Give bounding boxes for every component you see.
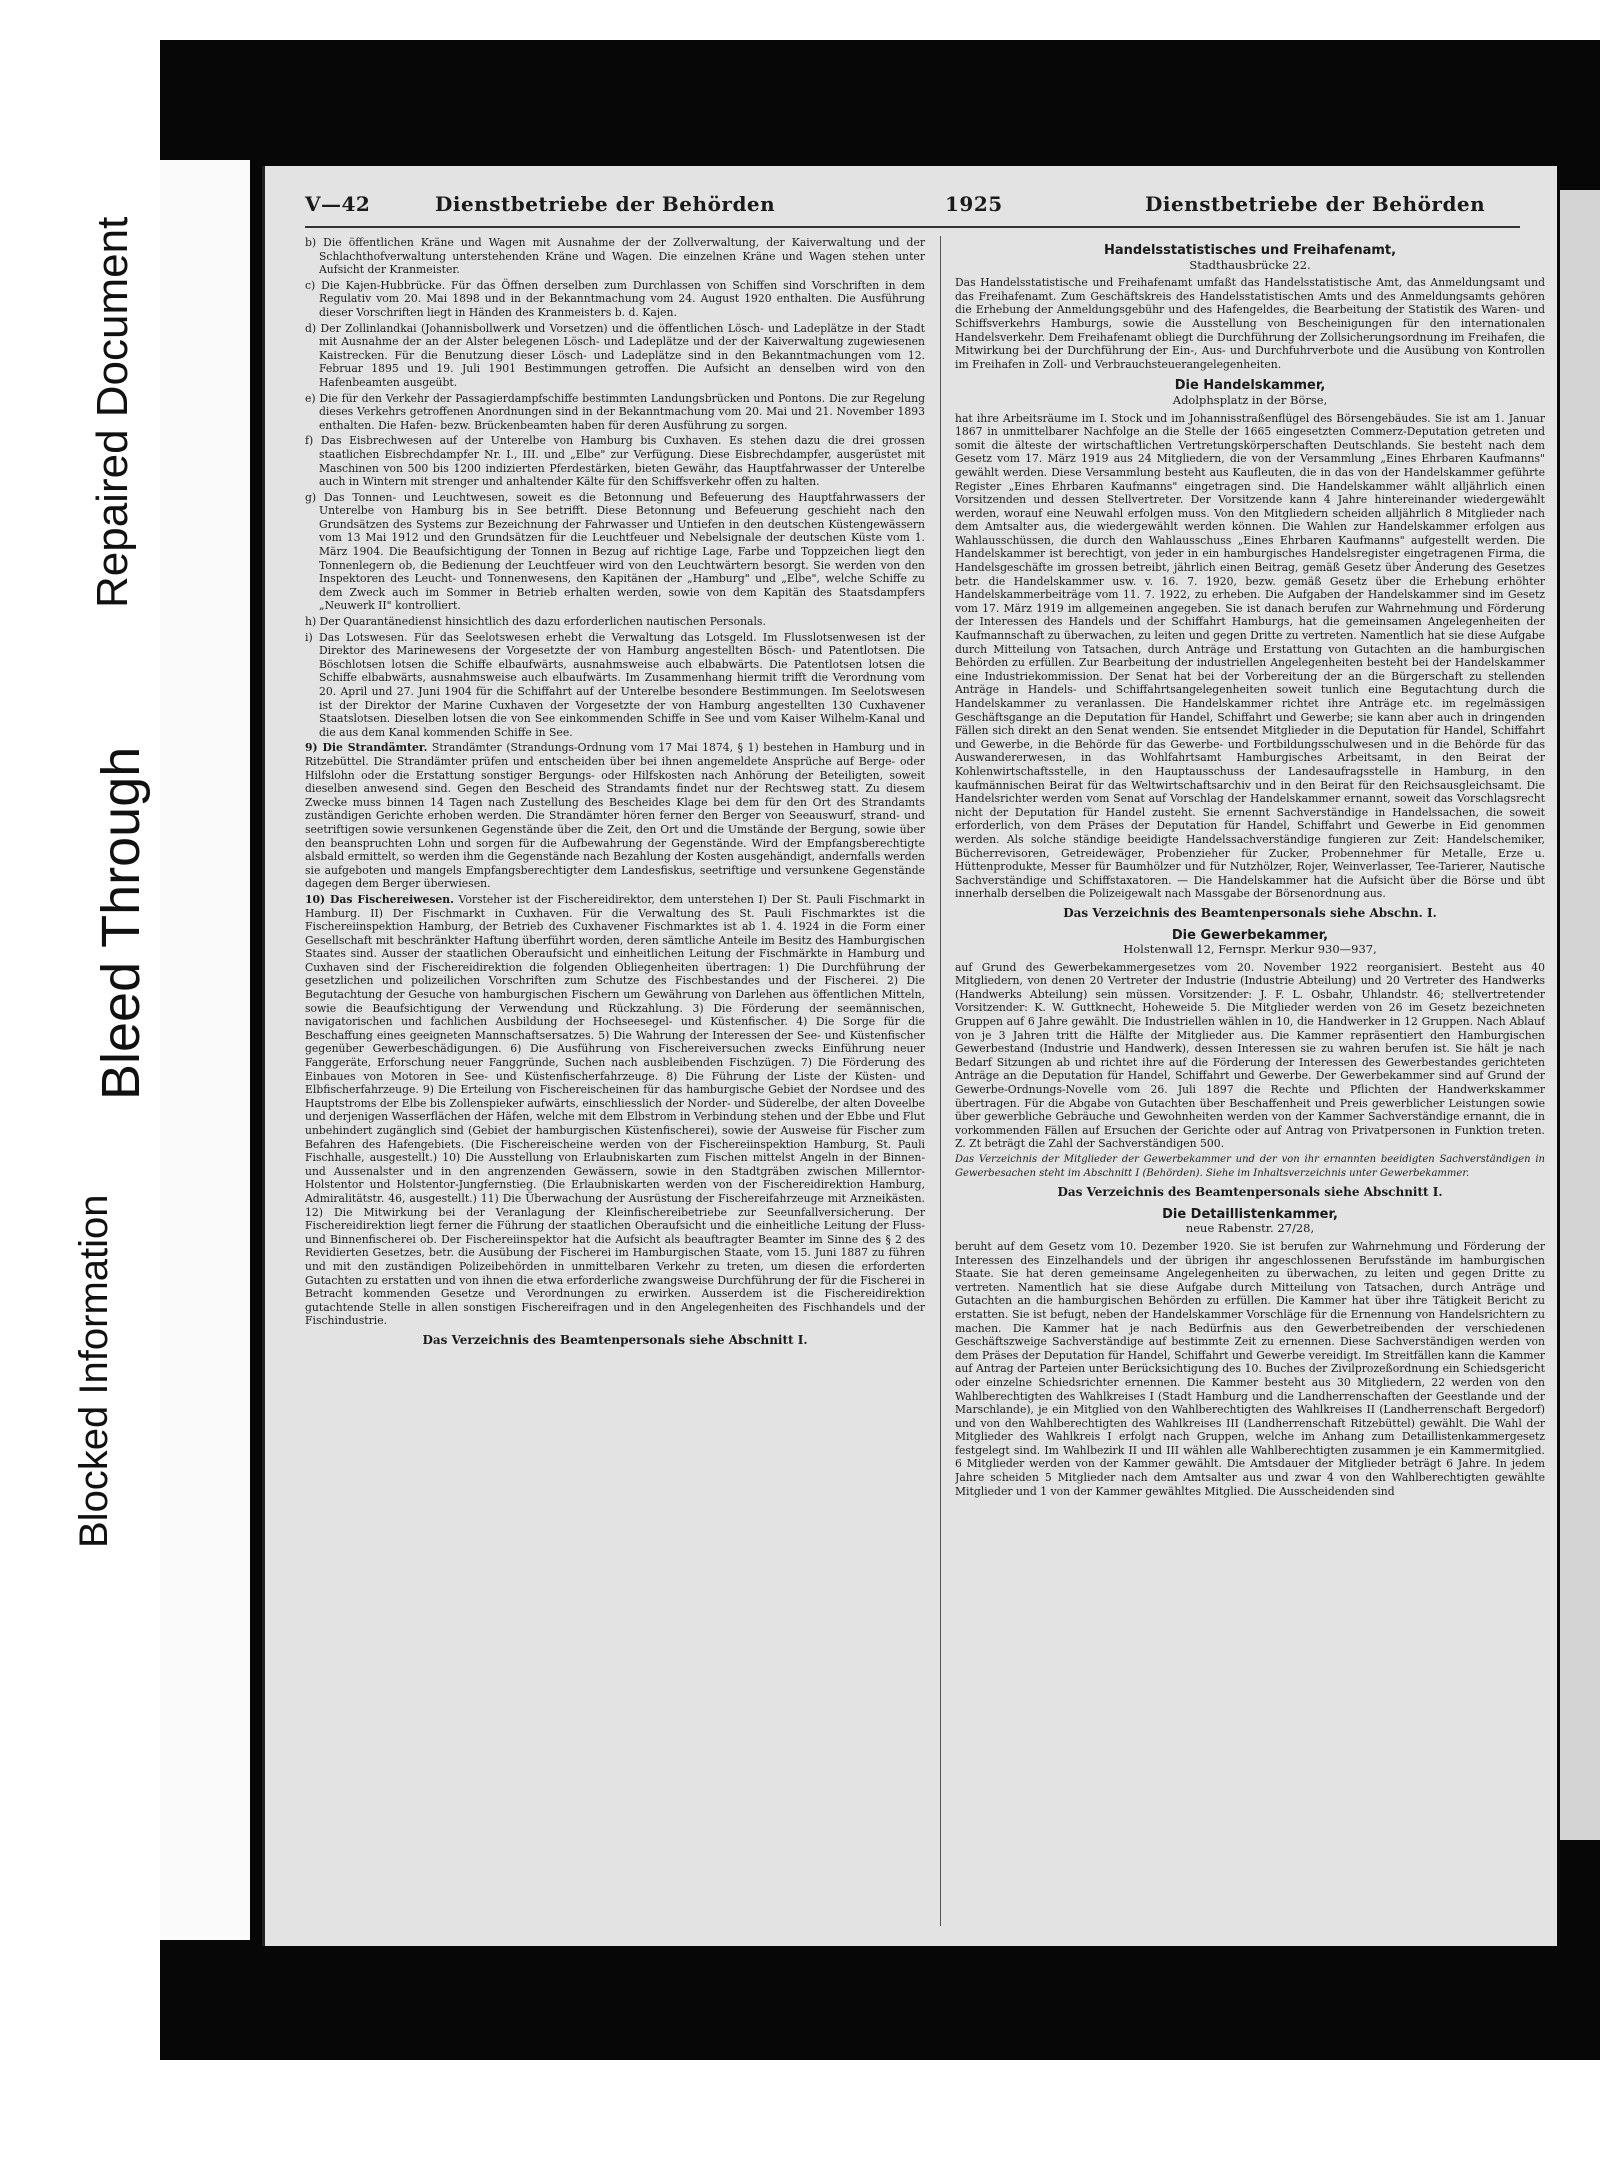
list-item: c) Die Kajen-Hubbrücke. Für das Öffnen derselben zum Durchlassen von Schiffen sind Vorschriften in dem Regulativ vom 20. Mai 1898 und in der Bekanntmachung vom 24. August 1920 enthalten. Die Ausführung dieser Vorschriften liegt in Händen des Kranmeisters b. d. Kajen. [305,278,925,319]
left-column [305,236,925,1916]
list-item: e) Die für den Verkehr der Passagierdampfschiffe bestimmten Landungsbrücken und Pontons. Die zur Regelung dieses Verkehrs getroffenen Anordnungen sind in der Bekanntmachung vom 20. Mai und 21. November 1893 enthalten. Die Hafen- bezw. Brückenbeamten haben für deren Ausführung zu sorgen. [305,391,925,432]
left-footer-reference: Das Verzeichnis des Beamtenpersonals siehe Abschnitt I. [422,1332,808,1347]
section-reference: Das Verzeichnis des Beamtenpersonals siehe Abschnitt I. [1057,1185,1443,1200]
list-item: d) Der Zollinlandkai (Johannisbollwerk und Vorsetzen) und die öffentlichen Lösch- und Ladeplätze in der Stadt mit Ausnahme der an der Alster belegenen Lösch- und Ladeplätze und der der Kaiverwaltung zugewiesenen Kaistrecken. Für die Benutzung dieser Lösch- und Ladeplätze sind in den Bekanntmachungen vom 12. Februar 1895 und 19. Juli 1901 Bestimmungen getroffen. Die Aufsicht an denselben wird von den Hafenbeamten ausgeübt. [305,321,925,389]
list-item: g) Das Tonnen- und Leuchtwesen, soweit es die Betonnung und Befeuerung des Hauptfahrwassers der Unterelbe von Hamburg bis in See betrifft. Diese Betonnung und Befeuerung geschieht nach den Grundsätzen des Systems zur Bezeichnung der Fahrwasser und Untiefen in den deutschen Küstengewässern vom 13 Mai 1912 und den Grundsätzen für die Leuchtfeuer und Nebelsignale der deutschen Küste vom 1. März 1904. Die Beaufsichtigung der Tonnen in Bezug auf richtige Lage, Farbe und Toppzeichen liegt den Tonnenlegern ob, die Bedienung der Leuchtfeuer wird von den Leuchtwärtern besorgt. Sie werden von den Inspektoren des Leucht- und Tonnenwesens, den Kapitänen der „Hamburg" und „Elbe", welche Schiffe zu dem Zweck auch im Sommer in Betrieb erhalten werden, sowie von dem Kapitän des Staatsdampfers „Neuwerk II" kontrolliert. [305,490,925,613]
list-item: i) Das Lotswesen. Für das Seelotswesen erhebt die Verwaltung das Lotsgeld. Im Flusslotsenwesen ist der Direktor des Marinewesens der Vorgesetzte der von Hamburg angestellten Bösch- und Patentlotsen. Die Böschlotsen lotsen die Schiffe elbaufwärts, ausnahmsweise auch elbabwärts. Die Patentlotsen lotsen die Schiffe elbabwärts, ausnahmsweise auch elbaufwärts. Im Zusammenhang hiermit trifft die Verordnung vom 20. April und 27. Juni 1904 für die Schiffahrt auf der Unterelbe besondere Bestimmungen. Im Seelotswesen ist der Direktor der Marine Cuxhaven der Vorgesetzte der von Hamburg angestellten 130 Cuxhavener Staatslotsen. Dieselben lotsen die von See einkommenden Schiffe in See und vom Kaiser Wilhelm-Kanal und die aus dem Kanal kommenden Schiffe in See. [305,630,925,739]
section-reference: Das Verzeichnis des Beamtenpersonals siehe Abschn. I. [1063,905,1437,920]
section-text: auf Grund des Gewerbekammergesetzes vom 20. November 1922 reorganisiert. Besteht aus 40 Mitgliedern, von denen 20 Vertreter der Industrie (Industrie Abteilung) und 20 Vertreter des Handwerks (Handwerks Abteilung) sein müssen. Vorsitzender: J. F. L. Osbahr, Uhlandstr. 46; stellvertretender Vorsitzender: K. W. Guttknecht, Hoheweide 5. Die Mitglieder werden von 26 im Gesetz bezeichneten Gruppen auf 6 Jahre gewählt. Die Industriellen wählen in 10, die Handwerker in 12 Gruppen. Nach Ablauf von je 3 Jahren tritt die Hälfte der Mitglieder aus. Die Kammer repräsentiert den Hamburgischen Gewerbestand (Industrie und Handwerk), dessen Interessen sie zu wahren berufen ist. Sie hält je nach Bedarf Sitzungen ab und richtet ihre auf die Förderung der Interessen des Gewerbestandes gerichteten Anträge an die Deputation für Handel, Schiffahrt und Gewerbe. Der Gewerbekammer sind auf Grund der Gewerbe-Ordnungs-Novelle vom 26. Juli 1897 die Rechte und Pflichten der Handwerkskammer übertragen. Für die Abgabe von Gutachten über Beschaffenheit und Preis gewerblicher Leistungen sowie über gewerbliche Gebräuche und Gewohnheiten werden von der Kammer Sachverständige ernannt, die in vorkommenden Fällen auf Ersuchen der Gerichte oder auf Antrag von Privatpersonen in Funktion treten. Z. Zt beträgt die Zahl der Sachverständigen 500. [955,960,1545,1151]
section-address: Holstenwall 12, Fernspr. Merkur 930—937, [1123,942,1377,957]
list-item: b) Die öffentlichen Kräne und Wagen mit Ausnahme der der Zollverwaltung, der Kaiverwaltung und der Schlachthofverwaltung unterstehenden Kräne und Wagen. Die einzelnen Kräne und Wagen stehen unter Aufsicht der Kranmeister. [305,236,925,277]
header-left-title: Dienstbetriebe der Behörden [435,192,776,216]
adjacent-page-edge [1560,190,1600,1840]
section-text: hat ihre Arbeitsräume im I. Stock und im Johannisstraßenflügel des Börsengebäudes. Sie ist am 1. Januar 1867 in unmittelbarer Nachfolge an die Stelle der 1665 eingesetzten Commerz-Deputation getreten und somit die älteste der wirtschaftlichen Vertretungskörperschaften Deutschlands. Sie besteht nach dem Gesetz vom 17. März 1919 aus 24 Mitgliedern, die von der Versammlung „Eines Ehrbaren Kaufmanns" gewählt werden. Diese Versammlung besteht aus Kaufleuten, die in das von der Handelskammer geführte Register „Eines Ehrbaren Kaufmanns" eingetragen sind. Die Handelskammer wählt alljährlich einen Vorsitzenden und dessen Stellvertreter. Der Vorsitzende kann 4 Jahre hintereinander wiedergewählt werden, worauf eine Neuwahl erfolgen muss. Von den Mitgliedern scheiden alljährlich 8 Mitglieder nach dem Amtsalter aus, die wiedergewählt werden können. Die Wahlen zur Handelskammer erfolgen aus Wahlausschüssen, die durch den Wahlausschuss „Eines Ehrbaren Kaufmanns" aufgestellt werden. Die Handelskammer ist berechtigt, von jeder in ein hamburgisches Handelsregister eingetragenen Firma, die Handelsgeschäfte im grossen betreibt, jährlich einen Beitrag, gemäß Gesetz über Änderung des Gesetzes betr. die Handelskammer usw. v. 16. 7. 1920, bezw. gemäß Gesetz über die Erhebung erhöhter Handelskammerbeiträge vom 11. 7. 1922, zu erheben. Die Aufgaben der Handelskammer sind im Gesetz vom 17. März 1919 im allgemeinen angegeben. Sie ist danach berufen zur Wahrnehmung und Förderung der Interessen des Handels und der Schiffahrt Hamburgs, hat die gemeinsamen Angelegenheiten der Kaufmannschaft zu überwachen, zu leiten und gegen Dritte zu vertreten. Namentlich hat sie diese Aufgabe durch Mitteilung von Tatsachen, durch Anträge und Erstattung von Gutachten an die hamburgischen Behörden zu erfüllen. Zur Bearbeitung der industriellen Angelegenheiten besteht bei der Handelskammer eine Industriekommission. Der Senat hat bei der Vorbereitung der an die Bürgerschaft zu stellenden Anträge in Handels- und Schiffahrtsangelegenheiten soweit tunlich eine Begutachtung durch die Handelskammer zu veranlassen. Die Handelskammer richtet ihre Anträge etc. im regelmässigen Geschäftsgange an die Deputation für Handel, Schiffahrt und Gewerbe; sie kann aber auch in dringenden Fällen sich direkt an den Senat wenden. Sie entsendet Mitglieder in die Deputation für Handel, Schiffahrt und Gewerbe, in die Behörde für das Gewerbe- und Fortbildungsschulwesen und in die Behörde für das Auswandererwesen, in das Wohlfahrtsamt Hamburgisches Arbeitsamt, in den Beirat der Kohlenwirtschaftsstelle, in den Hauptausschuss der Landesaufragsstelle in Hamburg, in den kaufmännischen Beirat für das Weltwirtschaftsarchiv und in den Beirat für den Reichsausgleichsamt. Die Handelsrichter werden vom Senat auf Vorschlag der Handelskammer ernannt, soweit das Vorschlagsrecht nicht der Deputation für Handel zusteht. Sie ernennt Sachverständige in Handelssachen, die soweit erforderlich, von dem Präses der Deputation für Handel, Schiffahrt und Gewerbe in Eid genommen werden. Als solche ständige beeidigte Handelssachverständige fungieren zur Zeit: Handelschemiker, Bücherrevisoren, Getreidewäger, Probenzieher für Zucker, Probennehmer für Metalle, Erze u. Hüttenprodukte, Messer für Baumhölzer und für Nutzhölzer, Rojer, Weinverlasser, Tee-Tarierer, Nautische Sachverständige und Schiffstaxatoren. — Die Handelskammer hat die Aufsicht über die Börse und übt innerhalb derselben die Polizeigewalt nach Massgabe der Börsenordnung aus. [955,411,1545,901]
section-title-gewerbekammer: Die Gewerbekammer, [1171,927,1329,943]
fischerei-text: Vorsteher ist der Fischereidirektor, dem unterstehen I) Der St. Pauli Fischmarkt in Hamburg. II) Der Fischmarkt in Cuxhaven. Für die Verwaltung des St. Pauli Fischmarktes ist die Fischereiinspektion Hamburg, der Betrieb des Cuxhavener Fischmarktes ist ab 1. 4. 1924 in die Form einer Gesellschaft mit beschränkter Haftung überführt worden, deren sämtliche Anteile im Besitz des Hamburgischen Staates sind. Ausser der staatlichen Oberaufsicht und einheitlichen Leitung der Fischmärkte in Hamburg und Cuxhaven sind der Fischereidirektion die folgenden Obliegenheiten übertragen: 1) Die Durchführung der gesetzlichen und polizeilichen Vorschriften zum Schutze des Fischbestandes und der Fischerei. 2) Die Begutachtung der Gesuche von hamburgischen Fischern um Gewährung von Darlehen aus öffentlichen Mitteln, sowie die Beaufsichtigung der Verwendung und Rückzahlung. 3) Die Förderung der seemännischen, navigatorischen und fachlichen Ausbildung der Hochseesegel- und Küstenfischer. 4) Die Sorge für die Beschaffung eines geeigneten Mannschaftsersatzes. 5) Die Wahrung der Interessen der See- und Küstenfischer gegenüber Gewerbeschädigungen. 6) Die Ausführung von Fischereiversuchen zwecks Einführung neuer Fanggeräte, Erforschung neuer Fanggründe, Suchen nach ausbleibenden Fischzügen. 7) Die Förderung des Einbaues von Motoren in See- und Küstenfischerfahrzeuge. 8) Die Führung der Liste der Küsten- und Elbfischerfahrzeuge. 9) Die Erteilung von Fischereischeinen für das hamburgische Gebiet der Nordsee und des Hauptstroms der Elbe bis Zollenspieker aufwärts, einschliesslich der Norder- und Süderelbe, der alten Doveelbe und derjenigen Wasserflächen der Häfen, welche mit dem Elbstrom in Verbindung stehen und der Ebbe und Flut unbehindert zugänglich sind (Gebiet der hamburgischen Küstenfischerei), sowie der Ausweise für Fischer zum Befahren des Hafengebiets. (Die Fischereischeine werden von der Fischereiinspektion Hamburg, St. Pauli Fischhalle, ausgestellt.) 10) Die Ausstellung von Erlaubniskarten zum Fischen mittelst Angeln in der Binnen- und Aussenalster und in den angrenzenden Gewässern, sowie in den Stadtgräben zwischen Millerntor-Holstentor und Holstentor-Jungfernstieg. (Die Erlaubniskarten werden von der Fischereidirektion Hamburg, Admiralitätstr. 46, ausgestellt.) 11) Die Überwachung der Ausrüstung der Fischereifahrzeuge mit Arzneikästen. 12) Die Mitwirkung bei der Veranlagung der Kleinfischereibetriebe zur Seeunfallversicherung. Der Fischereidirektion liegt ferner die Führung der staatlichen Oberaufsicht und die einheitliche Leitung der Fluss- und Binnenfischerei ob. Der Fischereiinspektor hat die Aufsicht als beauftragter Beamter im Sinne des § 2 des Revidierten Gesetzes, betr. die Ausübung der Fischerei im Hamburgischen Staate, vom 15. Juni 1887 zu führen und mit den zuständigen Polizeibehörden in unmittelbaren Verkehr zu treten, um diesen die erforderten Gutachten zu erstatten und von ihnen die etwa erforderliche zwangsweise Durchführung der für die Fischerei in Betracht kommenden Gesetze und Verordnungen zu erwirken. Ausserdem ist die Fischereidirektion gutachtende Stelle in allen sonstigen Fischereifragen und in den Angelegenheiten des Fischhandels und der Fischindustrie. [305,892,925,1328]
section-title-handelskammer: Die Handelskammer, [1174,378,1326,394]
section-address: Stadthausbrücke 22. [1189,257,1311,272]
page-reference: V—42 [305,192,371,216]
tag-blocked-information: Blocked Information [72,1194,116,1548]
section-address: neue Rabenstr. 27/28, [1185,1221,1315,1236]
section-title-detaillistenkammer: Die Detaillistenkammer, [1162,1206,1338,1222]
strandaemter-paragraph [305,741,925,891]
list-item: f) Das Eisbrechwesen auf der Unterelbe von Hamburg bis Cuxhaven. Es stehen dazu die drei grossen staatlichen Eisbrechdampfer Nr. I., III. und „Elbe" zur Verfügung. Diese Eisbrechdampfer, ausgerüstet mit Maschinen von 500 bis 1200 indizierten Pferdestärken, bieten Gewähr, das Hauptfahrwasser der Unterelbe auch in Wintern mit strenger und anhaltender Kälte für den Schiffsverkehr offen zu halten. [305,434,925,489]
column-divider [940,236,941,1926]
section-note: Das Verzeichnis der Mitglieder der Gewerbekammer und der von ihr ernannten beeidigten Sachverständigen in Gewerbesachen steht im Abschnitt I (Behörden). Siehe im Inhaltsverzeichnis unter Gewerbekammer. [955,1154,1545,1179]
right-column [955,236,1545,1916]
document-page [262,166,1557,1946]
section-address: Adolphsplatz in der Börse, [1172,392,1328,407]
tag-repaired-document: Repaired Document [88,216,137,608]
header-right-title: Dienstbetriebe der Behörden [1145,192,1486,216]
list-item: h) Der Quarantänedienst hinsichtlich des dazu erforderlichen nautischen Personals. [305,615,766,629]
page-header [305,186,1520,228]
tag-bleed-through: Bleed Through [91,746,151,1100]
header-year: 1925 [945,192,1003,216]
strandaemter-heading: 9) Die Strandämter. [305,741,428,755]
fischerei-heading: 10) Das Fischereiwesen. [305,892,454,906]
section-text: beruht auf dem Gesetz vom 10. Dezember 1920. Sie ist berufen zur Wahrnehmung und Förderung der Interessen des Einzelhandels und der übrigen ihr angeschlossenen Berufsstände im hamburgischen Staate. Sie hat deren gemeinsame Angelegenheiten zu überwachen, zu leiten und gegen Dritte zu vertreten. Namentlich hat sie diese Aufgabe durch Mitteilung von Tatsachen, durch Anträge und Gutachten an die hamburgischen Behörden zu erfüllen. Die Kammer hat über ihre Tätigkeit Bericht zu erstatten. Sie ist befugt, neben der Handelskammer Vorschläge für die Ernennung von Handelsrichtern zu machen. Die Kammer hat je nach Bedürfnis aus den Gewerbetreibenden der verschiedenen Geschäftszweige Sachverständige auf bestimmte Zeit zu ernennen. Diese Sachverständigen werden von dem Präses der Deputation für Handel, Schiffahrt und Gewerbe vereidigt. Im Streitfällen kann die Kammer auf Antrag der Parteien unter Berücksichtigung des 10. Buches der Zivilprozeßordnung ein Schiedsgericht oder einzelne Schiedsrichter ernennen. Die Kammer besteht aus 30 Mitgliedern, 22 werden von den Wahlberechtigten des Wahlkreises I (Stadt Hamburg und die Landherrenschaften der Geestlande und der Marschlande), je ein Mitglied von den Wahlberechtigten des Wahlkreises II (Landherrenschaft Bergedorf) und von den Wahlberechtigten des Wahlkreises III (Landherrenschaft Ritzebüttel) gewählt. Die Wahl der Mitglieder des Wahlkreis I erfolgt nach Gruppen, welche im Anhang zum Detaillistenkammergesetz festgelegt sind. Im Wahlbezirk II und III wählen alle Wahlberechtigten zusammen je ein Kammermitglied. 6 Mitglieder werden von der Kammer gewählt. Die Amtsdauer der Mitglieder beträgt 6 Jahre. In jedem Jahre scheiden 5 Mitglieder nach dem Amtsalter aus und zwar 4 von den Wahlberechtigten gewählte Mitglieder und 1 von der Kammer gewähltes Mitglied. Die Ausscheidenden sind [955,1239,1545,1498]
fischerei-paragraph [305,893,925,1328]
scan-left-margin [160,160,250,1940]
section-text: Das Handelsstatistische und Freihafenamt umfaßt das Handelsstatistische Amt, das Anmeldungsamt und das Freihafenamt. Zum Geschäftskreis des Handelsstatistischen Amts und des Anmeldungsamts gehören die Erhebung der Anmeldungsgebühr und des Hafengeldes, die Bearbeitung der Statistik des Waren- und Schiffsverkehrs Hamburgs, sowie die Ausstellung von Bescheinigungen für den internationalen Handelsverkehr. Dem Freihafenamt obliegt die Durchführung der Zollsicherungsordnung im Freihafen, die Mitwirkung bei der Durchführung der Ein-, Aus- und Durchfuhrverbote und die Ausübung von Kontrollen im Freihafen in Zoll- und Verbrauchsteuerangelegenheiten. [955,276,1545,371]
section-title-freihafenamt: Handelsstatistisches und Freihafenamt, [1103,243,1397,258]
strandaemter-text: Strandämter (Strandungs-Ordnung vom 17 Mai 1874, § 1) bestehen in Hamburg und in Ritzebüttel. Die Strandämter prüfen und entscheiden über bei ihnen angemeldete Ansprüche auf Berge- oder Hilfslohn oder die Erstattung sonstiger Bergungs- oder Hilfskosten nach Anhörung der Beteiligten, soweit dieselben anwesend sind. Gegen den Bescheid des Strandamts findet nur der Rechtsweg statt. Zu diesem Zwecke muss binnen 14 Tagen nach Zustellung des Bescheides Klage bei dem für den Ort des Strandamts zuständigen Gerichte erhoben werden. Die Strandämter hören ferner den Berger von Seeauswurf, strand- und seetriftigen sowie versunkenen Gegenstände über die Zeit, den Ort und die Umstände der Bergung, sowie über den beanspruchten Lohn und sorgen für die Aufbewahrung der Gegenstände. Wird der Empfangsberechtigte alsbald ermittelt, so werden ihm die Gegenstände nach Bezahlung der Kosten ausgehändigt, andernfalls werden sie aufgeboten und mangels Empfangsberechtigter dem Landesfiskus, seetriftige und versunkene Gegenstände dagegen dem Berger überwiesen. [305,741,925,891]
